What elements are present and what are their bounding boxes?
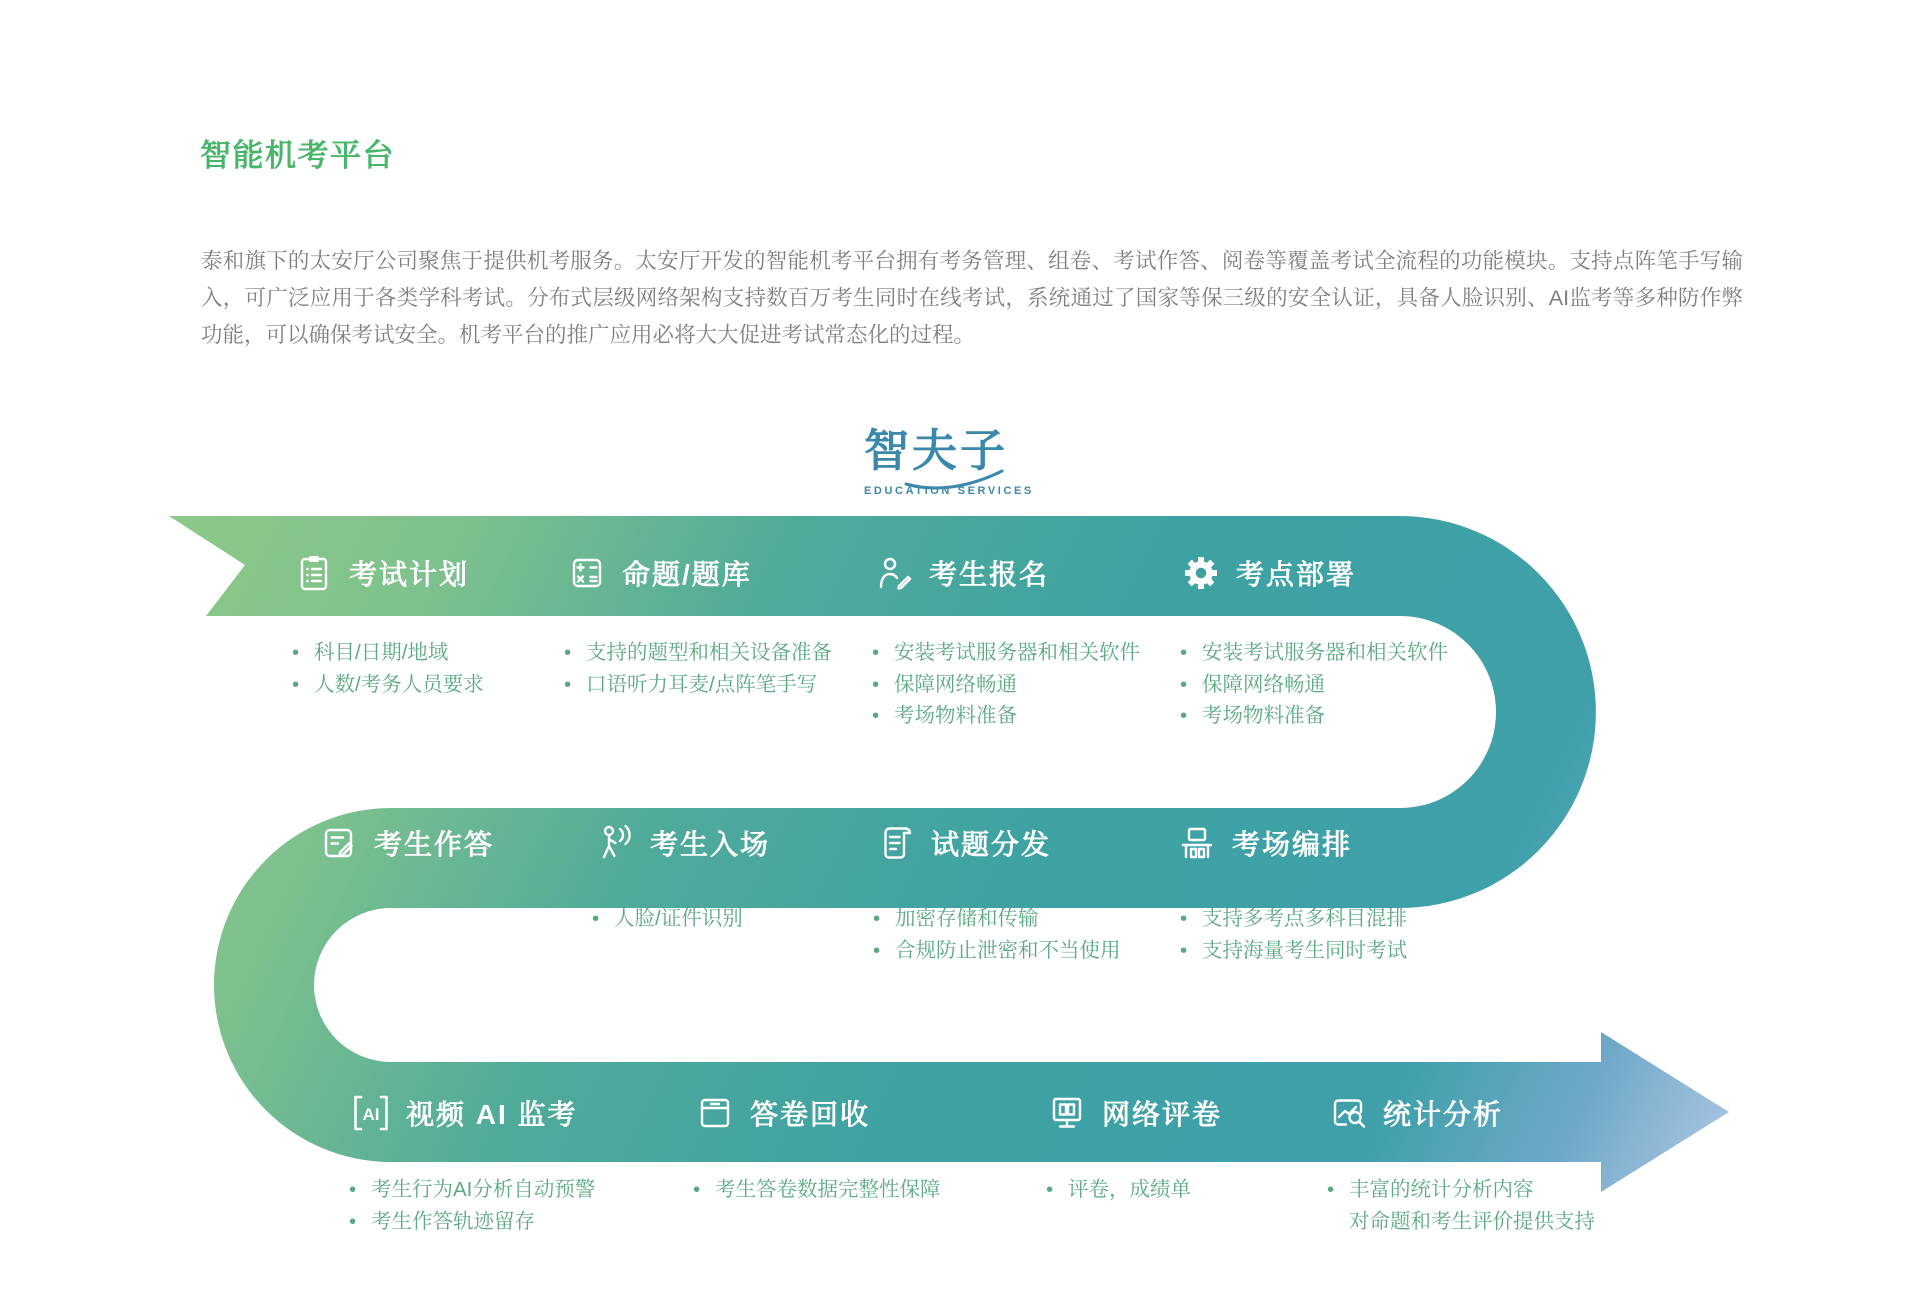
step-label: 统计分析	[1383, 1099, 1504, 1130]
bullet-dot: •	[872, 704, 880, 727]
bullet-dot: •	[873, 907, 881, 930]
bullet-item: • 考生答卷数据完整性保障	[693, 1174, 941, 1206]
bullet-item: 对命题和考生评价提供支持	[1349, 1209, 1595, 1233]
bullet-item: • 保障网络畅通	[1180, 669, 1448, 701]
step-bullets-answer-collection	[693, 1174, 941, 1206]
step-label: 考点部署	[1236, 559, 1357, 590]
edit-paper-icon	[318, 822, 360, 864]
bullet-dot: •	[292, 641, 300, 664]
brand-logo	[864, 425, 1044, 497]
step-bullets-candidate-entry	[592, 903, 743, 935]
bullet-dot: •	[1180, 704, 1188, 727]
bullet-dot: •	[349, 1209, 357, 1233]
ai-brackets-icon	[350, 1092, 392, 1134]
step-bullets-ai-proctoring	[349, 1174, 595, 1237]
bullet-item: • 支持的题型和相关设备准备	[564, 637, 832, 669]
step-label: 命题/题库	[622, 559, 752, 590]
step-question-bank	[566, 552, 752, 594]
page-description: 泰和旗下的太安厅公司聚焦于提供机考服务。太安厅开发的智能机考平台拥有考务管理、组卷、考试作答、阅卷等覆盖考试全流程的功能模块。支持点阵笔手写输入，可广泛应用于各类学科考试。分布式层级网络架构支持数百万考生同时在线考试，系统通过了国家等保三级的安全认证，具备人脸识别、AI监考等多种防作弊功能，可以确保考试安全。机考平台的推广应用必将大大促进考试常态化的过程。	[201, 249, 1743, 347]
step-ai-proctoring	[350, 1092, 578, 1134]
step-bullets-paper-distribution	[873, 903, 1121, 966]
page-title: 智能机考平台	[200, 138, 395, 173]
step-bullets-online-marking	[1046, 1174, 1191, 1206]
step-bullets-site-deployment	[1180, 637, 1448, 732]
logo-name: 智夫子	[864, 425, 1009, 476]
bullet-dot: •	[1180, 672, 1188, 696]
step-paper-distribution	[875, 822, 1051, 864]
monitor-book-icon	[1046, 1092, 1088, 1134]
step-label: 考生报名	[929, 559, 1050, 590]
step-label: 答卷回收	[750, 1099, 871, 1130]
logo-swoosh-icon	[904, 468, 1008, 492]
clipboard-icon	[293, 552, 335, 594]
workstation-icon	[1176, 822, 1218, 864]
bullet-item: • 口语听力耳麦/点阵笔手写	[564, 669, 832, 701]
step-label: 考生作答	[374, 829, 495, 860]
step-label: 试题分发	[931, 829, 1052, 860]
bullet-item: • 考生行为AI分析自动预警	[349, 1174, 595, 1206]
bullet-dot: •	[592, 907, 600, 930]
scroll-paper-icon	[875, 822, 917, 864]
bullet-item: • 科目/日期/地域	[292, 637, 484, 669]
svg-text:AI: AI	[362, 1105, 380, 1124]
step-bullets-candidate-registration	[872, 637, 1140, 732]
step-statistics	[1327, 1092, 1503, 1134]
walking-person-icon	[594, 822, 636, 864]
step-label: 网络评卷	[1102, 1099, 1223, 1130]
step-bullets-statistics	[1327, 1174, 1595, 1237]
step-bullets-question-bank	[564, 637, 832, 700]
step-candidate-registration	[873, 552, 1049, 594]
bullet-dot: •	[292, 672, 300, 696]
bullet-item: • 人脸/证件识别	[592, 903, 743, 935]
bullet-dot: •	[872, 672, 880, 696]
chart-magnifier-icon	[1327, 1092, 1369, 1134]
bullet-item: • 安装考试服务器和相关软件	[1180, 637, 1448, 669]
bullet-dot: •	[1180, 641, 1188, 664]
step-label: 视频 AI 监考	[406, 1099, 578, 1130]
step-bullets-exam-plan	[292, 637, 484, 700]
bullet-dot: •	[1046, 1178, 1054, 1201]
bullet-dot: •	[349, 1178, 357, 1201]
bullet-item: • 考生作答轨迹留存	[349, 1206, 595, 1238]
registration-pen-icon	[873, 552, 915, 594]
question-bank-icon	[566, 552, 608, 594]
gear-icon	[1180, 552, 1222, 594]
bullet-item: • 丰富的统计分析内容	[1327, 1174, 1595, 1206]
step-answer-collection	[694, 1092, 870, 1134]
step-online-marking	[1046, 1092, 1222, 1134]
bullet-dot: •	[1180, 938, 1188, 962]
bullet-item: • 考场物料准备	[872, 700, 1140, 732]
bullet-item: • 加密存储和传输	[873, 903, 1121, 935]
bullet-item: • 安装考试服务器和相关软件	[872, 637, 1140, 669]
bullet-dot: •	[693, 1178, 701, 1201]
step-candidate-answering	[318, 822, 494, 864]
step-label: 考生入场	[650, 829, 771, 860]
archive-box-icon	[694, 1092, 736, 1134]
step-exam-plan	[293, 552, 469, 594]
bullet-dot: •	[873, 938, 881, 962]
bullet-item: • 合规防止泄密和不当使用	[873, 935, 1121, 967]
bullet-dot: •	[1327, 1178, 1335, 1201]
bullet-dot: •	[564, 672, 572, 696]
logo-subtitle: EDUCATION SERVICES	[864, 485, 1034, 497]
bullet-item: • 支持多考点多科目混排	[1180, 903, 1407, 935]
step-site-deployment	[1180, 552, 1356, 594]
step-bullets-room-arrangement	[1180, 903, 1407, 966]
step-label: 考场编排	[1232, 829, 1353, 860]
bullet-item: • 评卷，成绩单	[1046, 1174, 1191, 1206]
bullet-item: • 支持海量考生同时考试	[1180, 935, 1407, 967]
step-candidate-entry	[594, 822, 770, 864]
bullet-item: • 考场物料准备	[1180, 700, 1448, 732]
bullet-dot: •	[1180, 907, 1188, 930]
bullet-dot: •	[872, 641, 880, 664]
step-room-arrangement	[1176, 822, 1352, 864]
bullet-item: • 保障网络畅通	[872, 669, 1140, 701]
bullet-item: • 人数/考务人员要求	[292, 669, 484, 701]
bullet-dot: •	[564, 641, 572, 664]
step-label: 考试计划	[349, 559, 470, 590]
